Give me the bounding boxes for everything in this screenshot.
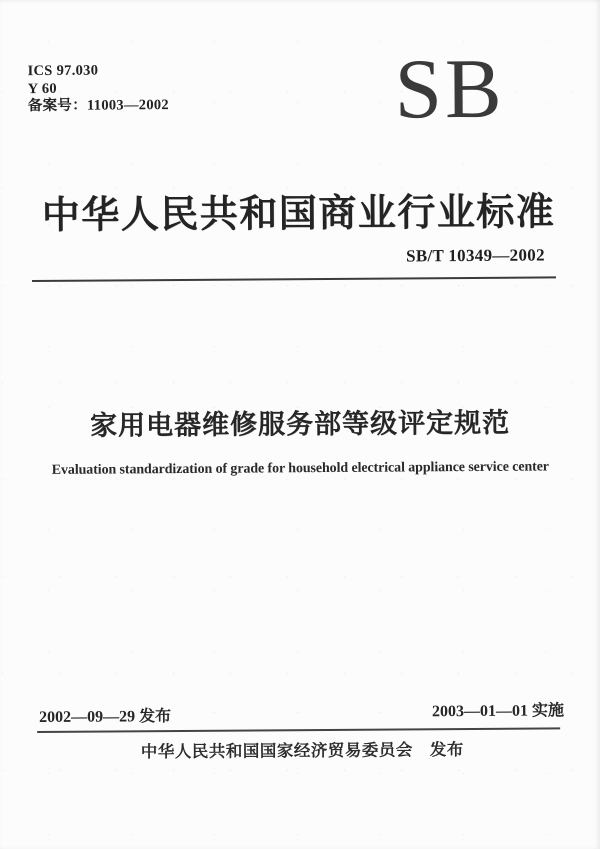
record-number: 备案号：11003—2002 <box>27 97 170 115</box>
publisher-line: 中华人民共和国国家经济贸易委员会 发布 <box>140 741 464 762</box>
standard-number: SB/T 10349—2002 <box>405 245 545 266</box>
issue-date: 2002—09—29 发布 <box>39 708 172 727</box>
document-title-en: Evaluation standardization of grade for household electrical appliance service center <box>51 459 549 478</box>
sb-logo: SB <box>394 41 506 137</box>
ics-code: ICS 97.030 <box>27 62 99 80</box>
footer-rule <box>37 727 560 733</box>
meta-block <box>28 62 170 115</box>
classification-code: Y 60 <box>27 80 58 97</box>
header-rule <box>32 276 556 282</box>
document-title-zh: 家用电器维修服务部等级评定规范 <box>89 407 511 441</box>
implement-date: 2003—01—01 实施 <box>431 702 565 721</box>
standard-type-heading: 中华人民共和国商业行业标准 <box>41 191 556 237</box>
